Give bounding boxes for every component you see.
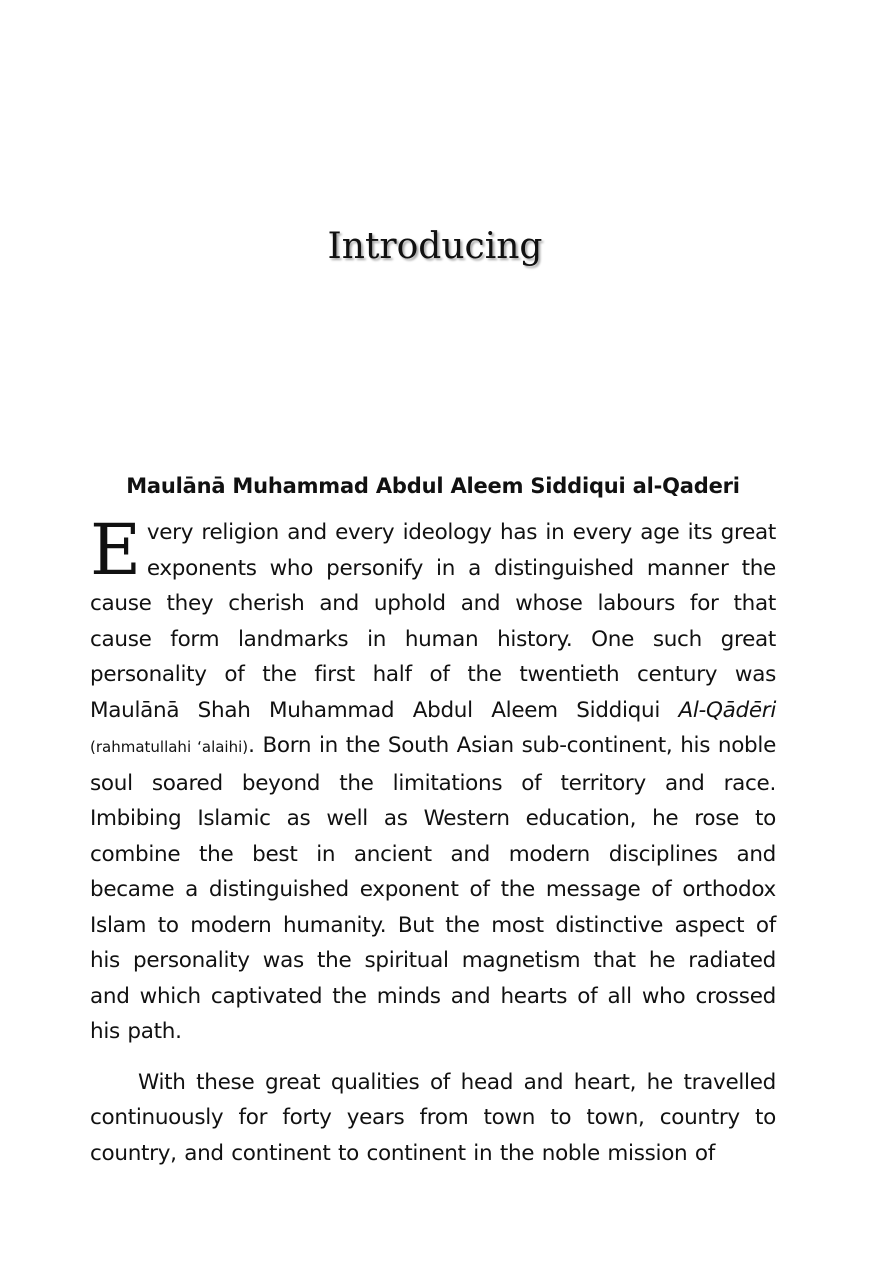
paragraph-1 — [90, 509, 776, 1050]
paragraph-2: With these great qualities of head and heart, he travelled continuously for forty years from town to town, country to country, and continent to continent in the noble mission of — [90, 1069, 776, 1166]
italic-name: Al-Qādēri — [678, 697, 776, 723]
paragraph-1-text-b: . Born in the South Asian sub-continent, his noble soul soared beyond the limitations of territory and race. Imbibing Islamic as well as Western education, he rose to combine the best in ancient and modern disciplines and became a distinguished exponent of the message of orthodox Islam to modern humanity. But the most distinctive aspect of his personality was the spiritual magnetism that he radiated and which captivated the minds and hearts of all who crossed his path. — [90, 733, 776, 1044]
body-text — [90, 509, 776, 1171]
page-title: Introducing — [327, 226, 543, 267]
drop-cap: E — [90, 509, 141, 591]
honorific: (rahmatullahi ‘alaihi) — [90, 738, 249, 756]
section-heading: Maulānā Muhammad Abdul Aleem Siddiqui al-Qaderi — [126, 474, 740, 498]
paragraph-1-text-a: very religion and every ideology has in every age its great exponents who personify in a distinguished manner the cause they cherish and uphold and whose labours for that cause form landmarks in human history. One such great personality of the first half of the twentieth century was Maulānā Shah Muhammad Abdul Aleem Siddiqui — [90, 520, 776, 723]
